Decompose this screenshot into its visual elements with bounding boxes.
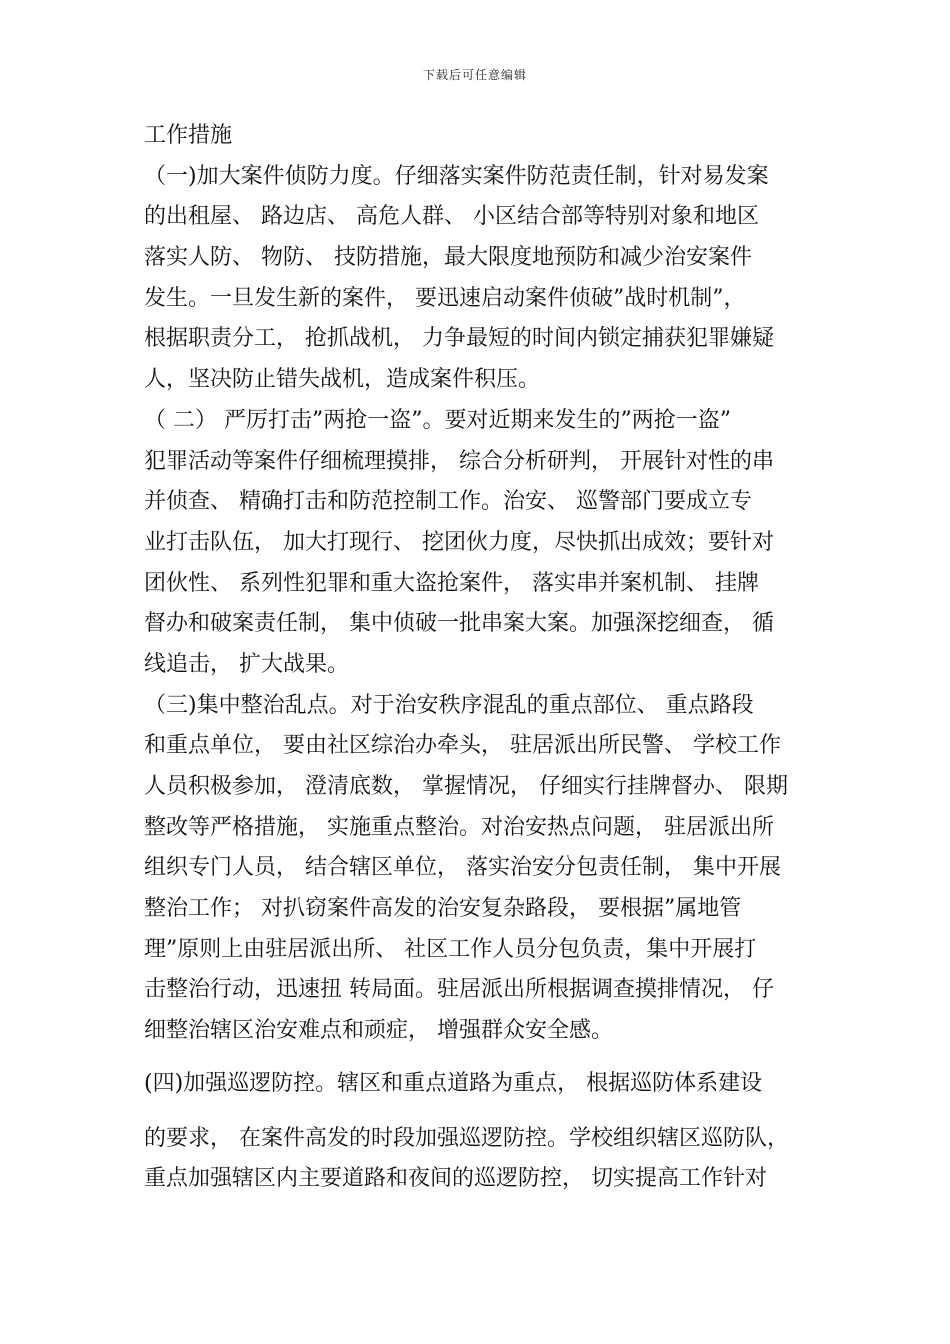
- paragraph-line: 团伙性、 系列性犯罪和重大盗抢案件， 落实串并案机制、 挂牌: [144, 570, 759, 596]
- paragraph-line: 犯罪活动等案件仔细梳理摸排， 综合分析研判， 开展针对性的串: [144, 448, 774, 474]
- paragraph-line: 督办和破案责任制， 集中侦破一批串案大案。加强深挖细查， 循: [144, 611, 774, 637]
- paragraph-line: 业打击队伍， 加大打现行、 挖团伙力度，尽快抓出成效；要针对: [144, 529, 774, 555]
- paragraph-line: 发生。一旦发生新的案件， 要迅速启动案件侦破”战时机制”，: [144, 285, 746, 311]
- paragraph-line: 整改等严格措施， 实施重点整治。对治安热点问题， 驻居派出所: [144, 814, 774, 840]
- paragraph-line: 理”原则上由驻居派出所、 社区工作人员分包负责，集中开展打: [144, 936, 757, 962]
- paragraph-line: 并侦查、 精确打击和防范控制工作。治安、 巡警部门要成立专: [144, 489, 752, 515]
- paragraph-line: （三)集中整治乱点。对于治安秩序混乱的重点部位、 重点路段: [144, 692, 754, 718]
- paragraph-line: 和重点单位， 要由社区综治办牵头， 驻居派出所民警、 学校工作: [144, 733, 781, 759]
- page-header: 下载后可任意编辑: [422, 68, 527, 82]
- paragraph-line: 的要求， 在案件高发的时段加强巡逻防控。学校组织辖区巡防队，: [144, 1125, 789, 1151]
- paragraph-line: 重点加强辖区内主要道路和夜间的巡逻防控， 切实提高工作针对: [144, 1166, 767, 1192]
- paragraph-line: 人员积极参加， 澄清底数， 掌握情况， 仔细实行挂牌督办、 限期: [144, 774, 788, 799]
- paragraph-line: 线追击， 扩大战果。: [144, 651, 349, 677]
- paragraph-line: （一)加大案件侦防力度。仔细落实案件防范责任制，针对易发案: [144, 163, 769, 189]
- paragraph-line: 落实人防、 物防、 技防措施，最大限度地预防和减少治安案件: [144, 245, 752, 271]
- paragraph-line: 的出租屋、 路边店、 高危人群、 小区结合部等特别对象和地区: [144, 204, 759, 230]
- section-heading: 工作措施: [144, 123, 233, 148]
- paragraph-line: 人，坚决防止错失战机，造成案件积压。: [144, 367, 541, 393]
- document-body: [144, 116, 808, 1200]
- paragraph-line: (四)加强巡逻防控。辖区和重点道路为重点， 根据巡防体系建设: [144, 1070, 763, 1096]
- paragraph-line: 击整治行动，迅速扭 转局面。驻居派出所根据调查摸排情况， 仔: [144, 977, 774, 1003]
- paragraph-line: 组织专门人员， 结合辖区单位， 落实治安分包责任制， 集中开展: [144, 855, 781, 881]
- paragraph-line: 根据职责分工， 抢抓战机， 力争最短的时间内锁定捕获犯罪嫌疑: [144, 326, 774, 352]
- paragraph-line: 整治工作； 对扒窃案件高发的治安复杂路段， 要根据”属地管: [144, 896, 742, 922]
- paragraph-line: 细整治辖区治安难点和顽症， 增强群众安全感。: [144, 1018, 613, 1044]
- paragraph-line: （ 二） 严厉打击”两抢一盗”。要对近期来发生的”两抢一盗”: [144, 407, 731, 433]
